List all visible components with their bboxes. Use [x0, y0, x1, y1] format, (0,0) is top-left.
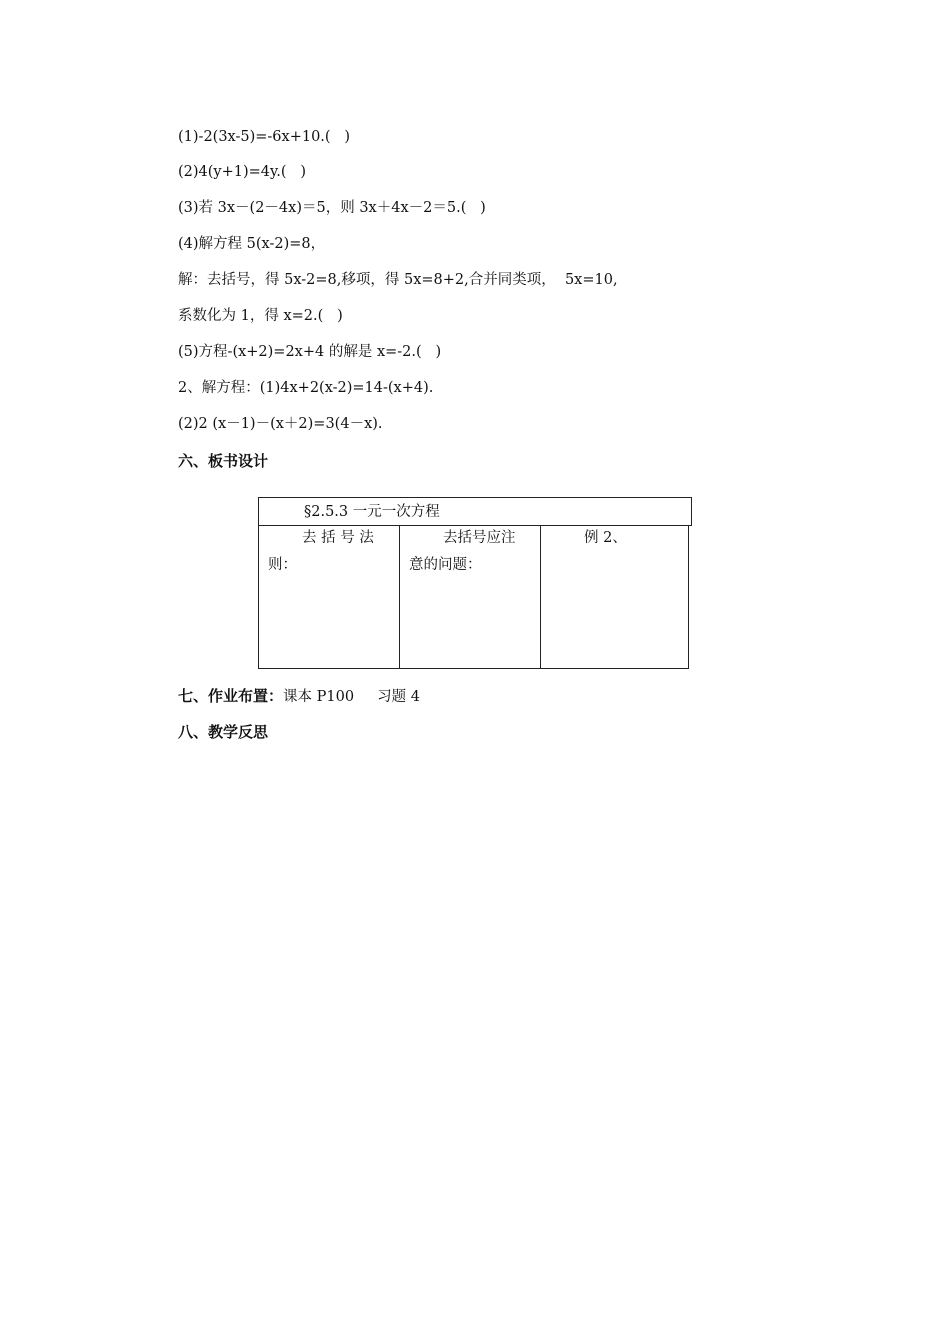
board-cell-example-line1: 例 2、: [584, 530, 627, 546]
board-cell-example: [541, 525, 688, 668]
homework-text: 课本 P100 习题 4: [283, 689, 420, 705]
exercise-line-1: (1)-2(3x-5)=-6x+10.( ): [178, 129, 351, 145]
board-content-row: [258, 525, 689, 669]
board-design-heading: 六、板书设计: [178, 452, 269, 470]
exercise-line-3: (3)若 3x－(2－4x)＝5，则 3x＋4x－2＝5.( ): [178, 200, 486, 216]
exercise-line-8: 2、解方程：(1)4x+2(x-2)=14-(x+4).: [178, 380, 434, 396]
exercise-line-2: (2)4(y+1)=4y.( ): [178, 164, 307, 180]
homework-line: [178, 686, 420, 706]
exercise-line-5: 解：去括号，得 5x-2=8,移项，得 5x=8+2,合并同类项， 5x=10,: [178, 272, 618, 288]
board-cell-notes: [400, 525, 541, 668]
exercise-line-9: (2)2 (x－1)－(x＋2)=3(4－x).: [178, 416, 383, 432]
exercise-line-6: 系数化为 1，得 x=2.( ): [178, 308, 343, 324]
reflection-heading: 八、教学反思: [178, 723, 269, 741]
board-cell-rules: [259, 525, 400, 668]
board-cell-notes-line2: 意的问题：: [409, 557, 482, 573]
board-title-row: [258, 497, 692, 526]
exercise-line-4: (4)解方程 5(x-2)=8，: [178, 236, 326, 252]
board-cell-notes-line1: 去括号应注: [443, 530, 516, 546]
board-cell-rules-line2: 则：: [268, 557, 297, 573]
board-design-table: [258, 497, 692, 670]
exercise-line-7: (5)方程-(x+2)=2x+4 的解是 x=-2.( ): [178, 344, 442, 360]
board-cell-rules-line1: 去 括 号 法: [302, 530, 374, 546]
homework-heading: 七、作业布置：: [178, 687, 284, 705]
board-title: §2.5.3 一元一次方程: [304, 504, 440, 520]
